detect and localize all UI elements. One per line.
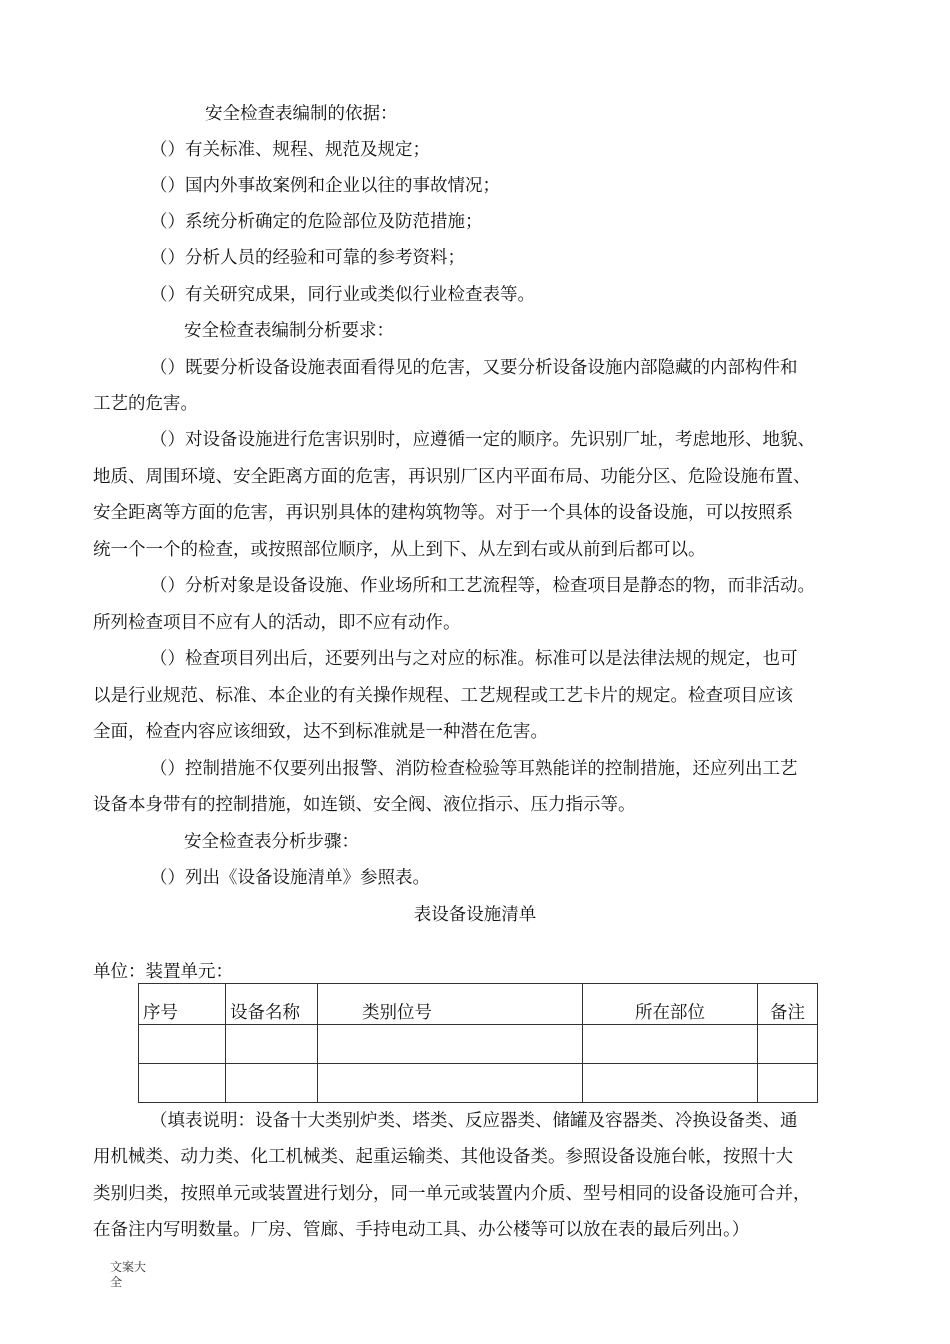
fill-note-continuation: 在备注内写明数量。厂房、管廊、手持电动工具、办公楼等可以放在表的最后列出。） — [93, 1220, 750, 1240]
section-heading-requirements: 安全检查表编制分析要求： — [184, 321, 394, 341]
paragraph-continuation: 设备本身带有的控制措施，如连锁、安全阀、液位指示、压力指示等。 — [93, 795, 636, 815]
paragraph: （）既要分析设备设施表面看得见的危害，又要分析设备设施内部隐藏的内部构件和 — [150, 358, 798, 378]
table-header-cell: 备注 — [758, 984, 818, 1025]
table-cell — [226, 1025, 318, 1064]
paragraph-continuation: 工艺的危害。 — [93, 394, 198, 414]
unit-label: 单位：装置单元： — [93, 962, 233, 982]
section-heading-basis: 安全检查表编制的依据： — [205, 104, 398, 124]
fill-note: （填表说明：设备十大类别炉类、塔类、反应器类、储罐及容器类、冷换设备类、通 — [150, 1111, 798, 1131]
paragraph-continuation: 统一个一个的检查，或按照部位顺序，从上到下、从左到右或从前到后都可以。 — [93, 540, 706, 560]
table-title: 表设备设施清单 — [413, 905, 537, 925]
table-cell — [226, 1064, 318, 1103]
paragraph-continuation: 全面，检查内容应该细致，达不到标准就是一种潜在危害。 — [93, 722, 548, 742]
paragraph-continuation: 安全距离等方面的危害，再识别具体的建构筑物等。对于一个具体的设备设施，可以按照系 — [93, 503, 793, 523]
table-cell — [758, 1025, 818, 1064]
table-cell — [583, 1064, 758, 1103]
fill-note-continuation: 类别归类，按照单元或装置进行划分，同一单元或装置内介质、型号相同的设备设施可合并， — [93, 1184, 811, 1204]
paragraph: （）分析人员的经验和可靠的参考资料； — [150, 248, 465, 268]
paragraph: （）检查项目列出后，还要列出与之对应的标准。标准可以是法律法规的规定，也可 — [150, 649, 798, 669]
table-row — [139, 1025, 818, 1064]
table-cell — [583, 1025, 758, 1064]
table-cell — [318, 1025, 583, 1064]
table-header-cell: 序号 — [139, 984, 226, 1025]
paragraph-continuation: 以是行业规范、标准、本企业的有关操作规程、工艺规程或工艺卡片的规定。检查项目应该 — [93, 686, 793, 706]
paragraph: （）分析对象是设备设施、作业场所和工艺流程等，检查项目是静态的物，而非活动。 — [150, 576, 815, 596]
table-cell — [758, 1064, 818, 1103]
fill-note-continuation: 用机械类、动力类、化工机械类、起重运输类、其他设备类。参照设备设施台帐，按照十大 — [93, 1147, 793, 1167]
table-header-row — [139, 984, 818, 1025]
paragraph: （）有关标准、规程、规范及规定； — [150, 140, 430, 160]
table-cell — [318, 1064, 583, 1103]
paragraph: （）对设备设施进行危害识别时，应遵循一定的顺序。先识别厂址，考虑地形、地貌、 — [150, 430, 815, 450]
table-row — [139, 1064, 818, 1103]
table-cell — [139, 1064, 226, 1103]
equipment-list-table — [138, 983, 818, 1103]
paragraph: （）有关研究成果，同行业或类似行业检查表等。 — [150, 285, 535, 305]
paragraph: （）列出《设备设施清单》参照表。 — [150, 868, 430, 888]
table-header-cell: 设备名称 — [226, 984, 318, 1025]
table-header-cell: 类别位号 — [318, 984, 583, 1025]
paragraph: （）控制措施不仅要列出报警、消防检查检验等耳熟能详的控制措施，还应列出工艺 — [150, 759, 798, 779]
footer-mark: 文案大全 — [110, 1260, 147, 1289]
table-header-cell: 所在部位 — [583, 984, 758, 1025]
section-heading-steps: 安全检查表分析步骤： — [184, 832, 359, 852]
table-cell — [139, 1025, 226, 1064]
paragraph-continuation: 地质、周围环境、安全距离方面的危害，再识别厂区内平面布局、功能分区、危险设施布置、 — [93, 467, 811, 487]
paragraph: （）系统分析确定的危险部位及防范措施； — [150, 212, 483, 232]
paragraph-continuation: 所列检查项目不应有人的活动，即不应有动作。 — [93, 613, 461, 633]
paragraph: （）国内外事故案例和企业以往的事故情况； — [150, 176, 500, 196]
